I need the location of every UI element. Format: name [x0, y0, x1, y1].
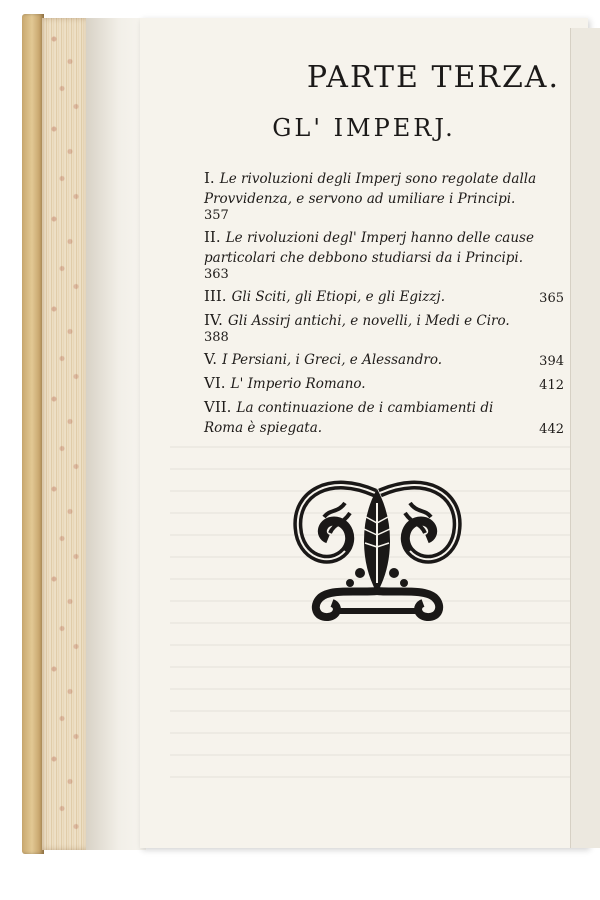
page-gutter — [86, 18, 146, 850]
page-title: PARTE TERZA. — [306, 60, 560, 95]
book-spine — [22, 14, 44, 854]
toc-entry-text: I Persiani, i Greci, e Alessandro. — [222, 352, 443, 368]
toc-entry-number: IV. — [204, 311, 223, 329]
page-subtitle: GL' IMPERJ. — [272, 114, 456, 142]
toc-entry-page-number: 388 — [204, 330, 229, 345]
toc-entry-number: I. — [204, 169, 215, 187]
toc-entry-text: La continuazione de i cambiamenti di Roma è spiegata. — [204, 400, 494, 436]
toc-entry — [204, 373, 564, 393]
toc-entry-number: V. — [204, 350, 217, 368]
fleuron-ornament-icon — [290, 473, 465, 623]
toc-entry-page-number: 357 — [204, 208, 229, 223]
book-page — [140, 18, 588, 848]
toc-entry-page-number: 442 — [539, 422, 564, 437]
toc-entry-page-number: 365 — [539, 291, 564, 306]
toc-entry — [204, 227, 564, 282]
toc-entry-text: Gli Sciti, gli Etiopi, e gli Egizzj. — [231, 289, 446, 305]
toc-entry-number: II. — [204, 228, 221, 246]
facing-page-edge — [570, 28, 600, 848]
toc-entry — [204, 349, 564, 369]
toc-entry-page-number: 412 — [539, 378, 564, 393]
toc-entry-number: VII. — [204, 398, 232, 416]
page-edge-speckle — [46, 30, 86, 840]
toc-entry-text: Le rivoluzioni degli Imperj sono regolate dalla Provvidenza, e servono ad umiliare i Principi. — [204, 171, 537, 207]
toc-entry-number: VI. — [204, 374, 226, 392]
toc-entry — [204, 286, 564, 306]
toc-entry-text: Le rivoluzioni degl' Imperj hanno delle cause particolari che debbono studiarsi da i Principi. — [204, 230, 534, 266]
toc-entry — [204, 168, 564, 223]
toc-entry-number: III. — [204, 287, 227, 305]
toc-entry — [204, 397, 564, 437]
toc-entry-text: Gli Assirj antichi, e novelli, i Medi e Ciro. — [228, 313, 510, 329]
toc-entry-page-number: 363 — [204, 267, 229, 282]
toc-entry — [204, 310, 564, 345]
table-of-contents — [204, 168, 564, 441]
toc-entry-page-number: 394 — [539, 354, 564, 369]
toc-entry-text: L' Imperio Romano. — [230, 376, 366, 392]
